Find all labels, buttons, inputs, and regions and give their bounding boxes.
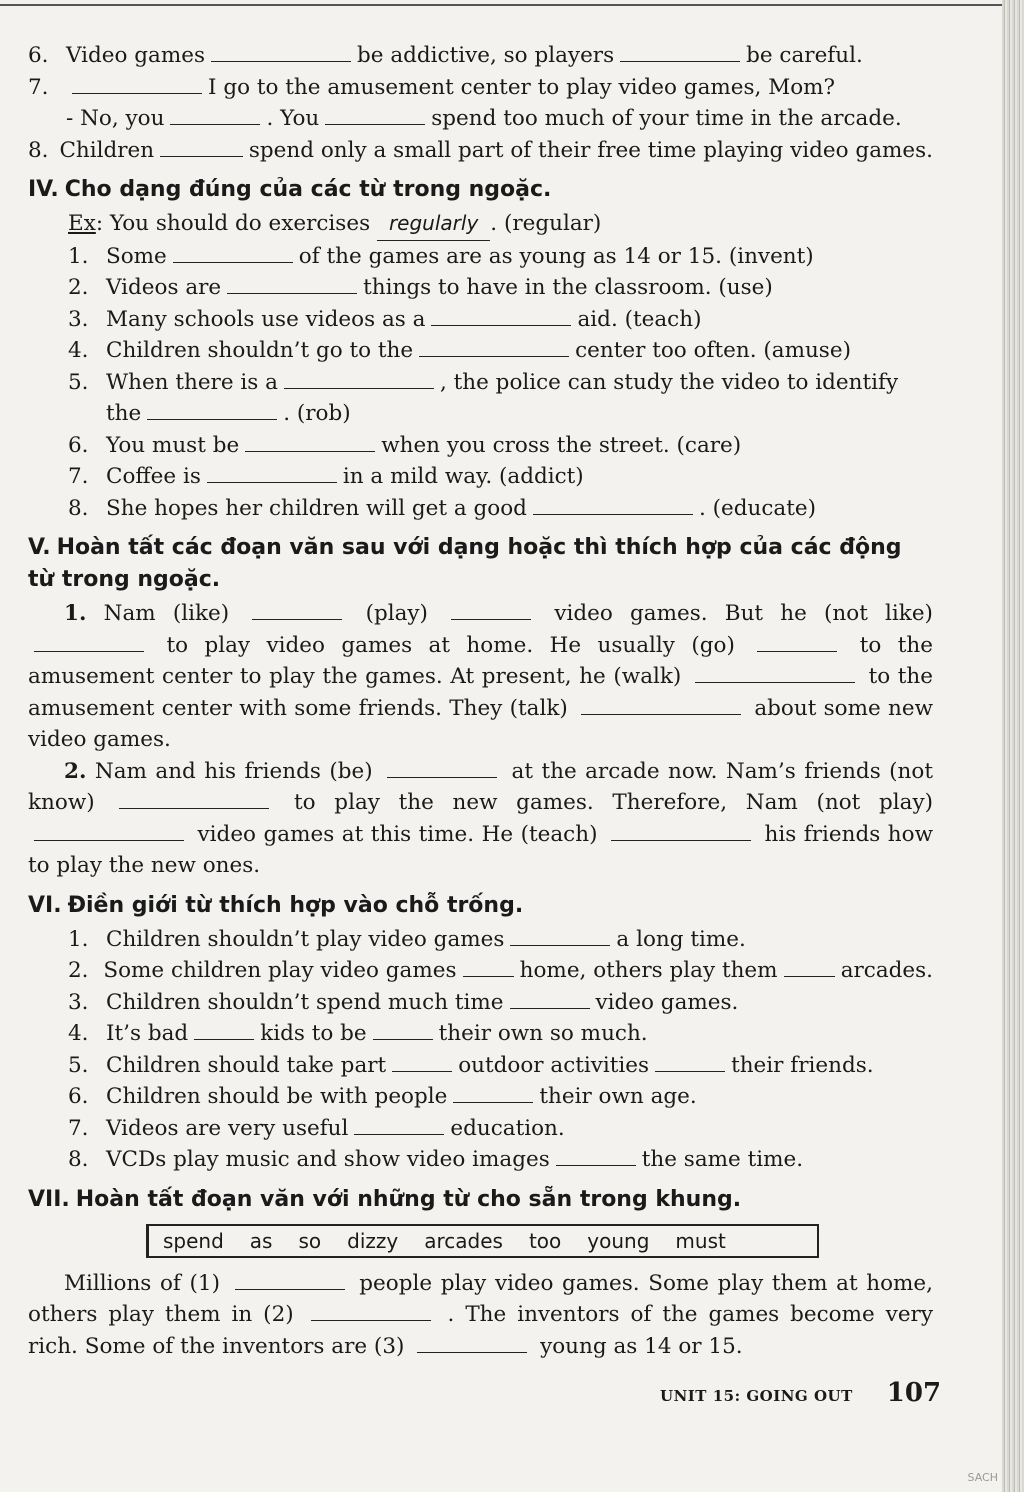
item-number: 1. <box>68 926 89 952</box>
item-number: 2. <box>68 275 89 300</box>
item-text: aid. (teach) <box>577 306 702 332</box>
item-text: When there is a <box>106 369 278 395</box>
paragraph-text: to play the new games. Therefore, Nam (not play) <box>294 790 933 815</box>
section-title: Cho dạng đúng của các từ trong ngoặc. <box>64 177 552 202</box>
word-bank-item: spend <box>163 1228 224 1253</box>
exercise-item <box>28 103 933 135</box>
paragraph-text: video games at this time. He (teach) <box>197 821 598 847</box>
word-bank-item: so <box>298 1228 322 1253</box>
exercise-item <box>28 987 933 1019</box>
item-text: Children shouldn’t spend much time <box>106 989 504 1015</box>
item-number: 7. <box>28 74 49 100</box>
answer-blank[interactable] <box>392 1053 452 1072</box>
exercise-item <box>28 955 933 987</box>
item-text: Children shouldn’t go to the <box>106 338 414 363</box>
paragraph-text: Nam (like) <box>103 601 230 626</box>
word-bank-item: too <box>528 1228 562 1253</box>
answer-blank[interactable] <box>119 790 269 809</box>
answer-blank[interactable] <box>387 759 497 778</box>
exercise-item <box>28 72 933 104</box>
section-roman: IV. <box>28 177 59 202</box>
paragraph-text: to the amusement center with some friends. They (talk) <box>28 664 933 721</box>
answer-blank[interactable] <box>227 275 357 294</box>
example-label: Ex <box>68 211 96 236</box>
word-bank-item: dizzy <box>347 1228 399 1253</box>
answer-blank[interactable] <box>533 496 693 515</box>
item-number: 3. <box>68 306 89 332</box>
item-text: , the police can study the video to identify <box>439 369 899 395</box>
item-text: education. <box>450 1115 565 1141</box>
item-number: 7. <box>68 464 89 489</box>
item-text: be careful. <box>746 43 863 68</box>
answer-blank[interactable] <box>207 464 337 483</box>
item-text: center too often. (amuse) <box>575 338 851 363</box>
item-number: 2. <box>68 958 89 983</box>
answer-blank[interactable] <box>147 401 277 420</box>
example-answer: regularly <box>377 208 490 241</box>
answer-blank[interactable] <box>695 664 855 683</box>
item-number: 4. <box>68 1021 89 1046</box>
item-text: Children <box>59 137 155 163</box>
answer-blank[interactable] <box>194 1021 254 1040</box>
page-footer <box>660 1378 941 1408</box>
item-text: be addictive, so players <box>357 43 615 68</box>
item-text: Video games <box>66 43 206 68</box>
item-text: Children shouldn’t play video games <box>106 926 505 952</box>
answer-blank[interactable] <box>34 633 144 652</box>
exercise-item <box>28 1050 933 1082</box>
answer-blank[interactable] <box>451 601 531 620</box>
item-text: arcades. <box>840 958 933 983</box>
exercise-item <box>28 1113 933 1145</box>
exercise-item <box>28 304 933 336</box>
answer-blank[interactable] <box>784 958 835 977</box>
exercise-item <box>28 461 933 493</box>
item-text: Many schools use videos as a <box>106 306 426 332</box>
item-number: 6. <box>68 1084 89 1109</box>
item-text: . (rob) <box>283 401 351 426</box>
answer-blank[interactable] <box>160 138 243 157</box>
item-text: - No, you <box>66 106 165 131</box>
section-heading <box>28 890 933 922</box>
item-text: Coffee is <box>106 464 201 489</box>
exercise-item <box>28 1144 933 1176</box>
page-binding-edge <box>1002 0 1024 1492</box>
item-text: Some <box>106 243 167 269</box>
paragraph-text: video games. But he (not like) <box>554 601 933 626</box>
item-number: 8. <box>68 495 89 521</box>
item-text: Videos are very useful <box>106 1115 349 1141</box>
paragraph-vii <box>28 1268 933 1363</box>
section-roman: VII. <box>28 1186 70 1212</box>
answer-blank[interactable] <box>757 633 837 652</box>
paragraph-text: about some new video games. <box>28 695 933 752</box>
answer-blank[interactable] <box>235 1271 345 1290</box>
answer-blank[interactable] <box>611 822 751 841</box>
item-text: video games. <box>595 989 739 1015</box>
answer-blank[interactable] <box>581 696 741 715</box>
item-text: the <box>106 401 142 426</box>
answer-blank[interactable] <box>173 244 293 263</box>
paragraph-text: . The inventors of the games become very rich. Some of the inventors are (3) <box>28 1302 933 1359</box>
word-bank-item: must <box>675 1228 726 1253</box>
answer-blank[interactable] <box>510 990 590 1009</box>
item-text: things to have in the classroom. (use) <box>363 275 773 300</box>
example-line <box>28 208 933 241</box>
item-text: It’s bad <box>106 1021 189 1046</box>
answer-blank[interactable] <box>620 43 740 62</box>
item-text: home, others play them <box>519 958 778 983</box>
item-text: Children should take part <box>106 1052 387 1078</box>
exercise-item <box>28 924 933 956</box>
paragraph-number: 1. <box>64 601 87 626</box>
answer-blank[interactable] <box>373 1021 433 1040</box>
section-title: Hoàn tất các đoạn văn sau với dạng hoặc thì thích hợp của các động từ trong ngoặc. <box>28 535 902 592</box>
word-bank-item: young <box>587 1228 650 1253</box>
answer-blank[interactable] <box>417 1334 527 1353</box>
section-heading <box>28 174 933 206</box>
paragraph-number: 2. <box>64 758 87 784</box>
page-content <box>28 40 933 1362</box>
exercise-item <box>28 40 933 72</box>
answer-blank[interactable] <box>284 370 434 389</box>
item-text: Children should be with people <box>106 1084 448 1109</box>
exercise-item <box>28 272 933 304</box>
section-title: Hoàn tất đoạn văn với những từ cho sẵn trong khung. <box>75 1186 742 1212</box>
answer-blank[interactable] <box>453 1084 533 1103</box>
item-text: Videos are <box>106 275 222 300</box>
answer-blank[interactable] <box>463 958 514 977</box>
exercise-item <box>28 493 933 525</box>
item-number: 7. <box>68 1115 89 1141</box>
section-heading <box>28 1184 933 1216</box>
paragraph-1 <box>28 598 933 756</box>
section-roman: V. <box>28 535 51 560</box>
answer-blank[interactable] <box>431 307 571 326</box>
item-text: She hopes her children will get a good <box>106 495 527 521</box>
answer-blank[interactable] <box>325 106 425 125</box>
item-text: VCDs play music and show video images <box>106 1147 550 1172</box>
answer-blank[interactable] <box>170 106 260 125</box>
watermark: SACH <box>967 1471 998 1484</box>
item-number: 1. <box>68 243 89 269</box>
exercise-item <box>28 241 933 273</box>
section-heading <box>28 532 933 596</box>
item-text: Some children play video games <box>103 958 457 983</box>
item-text: of the games are as young as 14 or 15. (invent) <box>298 243 814 269</box>
exercise-item <box>28 1018 933 1050</box>
answer-blank[interactable] <box>245 433 375 452</box>
paragraph-text: Millions of (1) <box>64 1270 220 1296</box>
paragraph-text: Nam and his friends (be) <box>94 758 373 784</box>
exercise-item <box>28 135 933 167</box>
answer-blank[interactable] <box>556 1147 636 1166</box>
item-text: the same time. <box>641 1147 804 1172</box>
answer-blank[interactable] <box>510 927 610 946</box>
exercise-item <box>28 430 933 462</box>
item-text: their friends. <box>731 1052 874 1078</box>
item-number: 4. <box>68 338 89 363</box>
item-number: 5. <box>68 1052 89 1078</box>
item-text: spend only a small part of their free time playing video games. <box>248 137 933 163</box>
item-number: 3. <box>68 989 89 1015</box>
item-number: 6. <box>28 43 49 68</box>
paragraph-text: his friends how to play the new ones. <box>28 821 933 878</box>
example-text: : You should do exercises <box>95 211 371 236</box>
word-bank-box <box>146 1224 819 1258</box>
item-text: You must be <box>106 432 240 458</box>
answer-blank[interactable] <box>211 43 351 62</box>
answer-blank[interactable] <box>419 338 569 357</box>
answer-blank[interactable] <box>72 75 202 94</box>
exercise-item-continuation <box>28 398 933 430</box>
example-hint: . (regular) <box>490 211 602 236</box>
item-number: 6. <box>68 432 89 458</box>
paragraph-text: people play video games. Some play them at home, others play them in (2) <box>28 1270 933 1327</box>
exercise-item <box>28 335 933 367</box>
item-text: . You <box>266 106 320 131</box>
item-number: 5. <box>68 369 89 395</box>
item-text: their own so much. <box>438 1021 648 1046</box>
item-text: spend too much of your time in the arcade. <box>431 106 902 131</box>
item-text: a long time. <box>616 926 746 952</box>
item-text: their own age. <box>539 1084 697 1109</box>
item-text: in a mild way. (addict) <box>342 464 584 489</box>
answer-blank[interactable] <box>252 601 342 620</box>
answer-blank[interactable] <box>354 1116 444 1135</box>
item-text: . (educate) <box>698 495 816 521</box>
word-bank-item: arcades <box>424 1228 503 1253</box>
paragraph-text: young as 14 or 15. <box>540 1333 743 1359</box>
answer-blank[interactable] <box>34 822 184 841</box>
paragraph-text: to play video games at home. He usually (go) <box>166 632 735 658</box>
item-number: 8. <box>28 137 49 163</box>
section-roman: VI. <box>28 892 62 918</box>
exercise-item <box>28 1081 933 1113</box>
section-title: Điền giới từ thích hợp vào chỗ trống. <box>67 892 524 918</box>
paragraph-text: (play) <box>365 601 428 626</box>
top-border-line <box>0 4 1024 6</box>
answer-blank[interactable] <box>655 1053 725 1072</box>
item-text: I go to the amusement center to play video games, Mom? <box>208 74 836 100</box>
exercise-item <box>28 367 933 399</box>
item-text: outdoor activities <box>458 1052 650 1078</box>
paragraph-text: at the arcade now. Nam’s friends (not know) <box>28 758 933 815</box>
page-number: 107 <box>886 1378 942 1408</box>
item-text: when you cross the street. (care) <box>381 432 742 458</box>
item-text: kids to be <box>260 1021 367 1046</box>
paragraph-text: to the amusement center to play the games. At present, he (walk) <box>28 632 933 689</box>
answer-blank[interactable] <box>311 1302 431 1321</box>
paragraph-2 <box>28 756 933 882</box>
item-number: 8. <box>68 1147 89 1172</box>
unit-title: UNIT 15: GOING OUT <box>660 1387 853 1405</box>
word-bank-item: as <box>249 1228 273 1253</box>
